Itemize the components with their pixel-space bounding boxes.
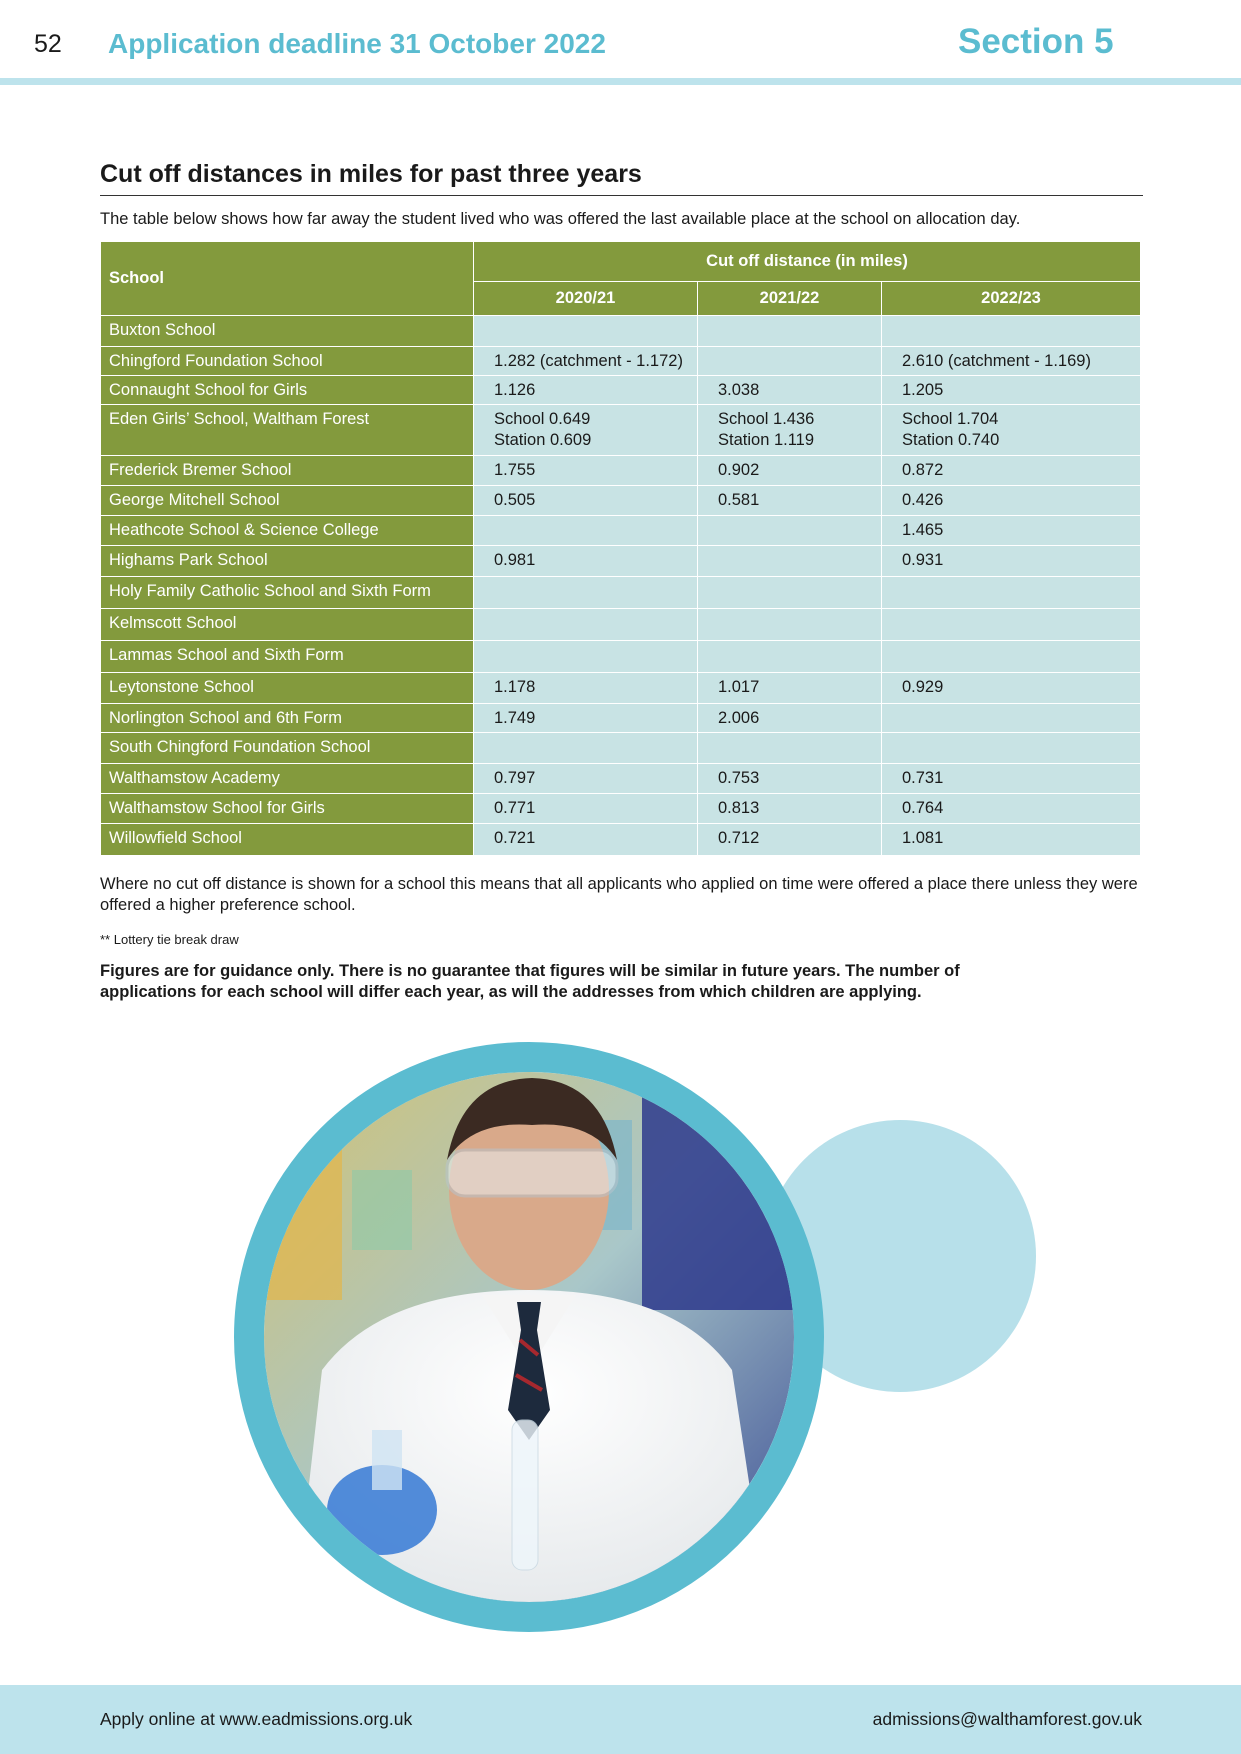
distance-cell: 0.505 xyxy=(474,486,698,516)
distance-cell xyxy=(882,609,1141,641)
intro-text: The table below shows how far away the student lived who was offered the last available place at the school on allocation day. xyxy=(100,210,1021,228)
school-name-cell: Connaught School for Girls xyxy=(101,376,474,405)
distance-cell: 1.178 xyxy=(474,673,698,704)
distance-cell: 2.006 xyxy=(698,704,882,733)
school-name-cell: Highams Park School xyxy=(101,546,474,577)
distance-cell: 0.721 xyxy=(474,824,698,856)
distance-cell: 0.581 xyxy=(698,486,882,516)
distance-cell xyxy=(698,316,882,347)
admissions-email-link[interactable]: admissions@walthamforest.gov.uk xyxy=(872,1709,1142,1729)
student-photo-illustration xyxy=(232,1040,826,1634)
table-row xyxy=(101,486,1141,516)
distance-cell: 0.902 xyxy=(698,456,882,486)
distance-cell xyxy=(698,733,882,764)
distance-cell: 0.931 xyxy=(882,546,1141,577)
distance-cell xyxy=(882,577,1141,609)
year-header: 2021/22 xyxy=(698,282,882,316)
apply-online-link[interactable]: Apply online at www.eadmissions.org.uk xyxy=(100,1709,413,1729)
table-row xyxy=(101,516,1141,546)
guidance-disclaimer: Figures are for guidance only. There is no guarantee that figures will be similar in future years. The number of applications for each school will differ each year, as will the addresses from which children are applying. xyxy=(100,962,960,1001)
table-row xyxy=(101,577,1141,609)
distance-cell: 0.426 xyxy=(882,486,1141,516)
distance-cell xyxy=(698,516,882,546)
distance-cell xyxy=(698,609,882,641)
school-name-cell: Willowfield School xyxy=(101,824,474,856)
distance-cell: 1.282 (catchment - 1.172) xyxy=(474,347,698,376)
table-row xyxy=(101,456,1141,486)
table-row xyxy=(101,609,1141,641)
distance-cell xyxy=(698,641,882,673)
distance-cell xyxy=(882,704,1141,733)
cutoff-group-header: Cut off distance (in miles) xyxy=(474,242,1141,282)
school-column-header: School xyxy=(101,242,474,316)
table-row xyxy=(101,764,1141,794)
distance-cell: 0.771 xyxy=(474,794,698,824)
school-name-cell: Chingford Foundation School xyxy=(101,347,474,376)
distance-cell xyxy=(882,316,1141,347)
school-name-cell: Holy Family Catholic School and Sixth Form xyxy=(101,577,474,609)
lottery-footnote: ** Lottery tie break draw xyxy=(100,932,239,947)
table-row xyxy=(101,704,1141,733)
school-name-cell: Buxton School xyxy=(101,316,474,347)
school-name-cell: Kelmscott School xyxy=(101,609,474,641)
table-row xyxy=(101,641,1141,673)
distance-cell: 1.126 xyxy=(474,376,698,405)
year-header: 2020/21 xyxy=(474,282,698,316)
distance-cell xyxy=(474,577,698,609)
distance-cell xyxy=(698,546,882,577)
table-row xyxy=(101,546,1141,577)
table-row xyxy=(101,824,1141,856)
school-name-cell: South Chingford Foundation School xyxy=(101,733,474,764)
distance-cell: 0.813 xyxy=(698,794,882,824)
table-row xyxy=(101,405,1141,456)
distance-cell: 0.929 xyxy=(882,673,1141,704)
page-footer xyxy=(0,1685,1241,1754)
table-row xyxy=(101,347,1141,376)
header-title: Application deadline 31 October 2022 xyxy=(108,28,606,59)
school-name-cell: Walthamstow School for Girls xyxy=(101,794,474,824)
main-content xyxy=(100,160,1143,1003)
school-name-cell: Frederick Bremer School xyxy=(101,456,474,486)
school-name-cell: Walthamstow Academy xyxy=(101,764,474,794)
distance-cell: 0.764 xyxy=(882,794,1141,824)
distance-cell: 0.753 xyxy=(698,764,882,794)
page-number: 52 xyxy=(34,30,62,58)
table-row xyxy=(101,733,1141,764)
distance-cell xyxy=(882,733,1141,764)
distance-cell: 3.038 xyxy=(698,376,882,405)
header-rule xyxy=(0,78,1241,85)
distance-cell: 1.755 xyxy=(474,456,698,486)
table-row xyxy=(101,673,1141,704)
school-name-cell: Leytonstone School xyxy=(101,673,474,704)
section-heading: Cut off distances in miles for past three years xyxy=(100,160,1143,196)
distance-cell xyxy=(474,641,698,673)
section-label: Section 5 xyxy=(958,22,1114,61)
table-row xyxy=(101,794,1141,824)
distance-cell xyxy=(882,641,1141,673)
distance-cell: 1.081 xyxy=(882,824,1141,856)
distance-cell: 1.465 xyxy=(882,516,1141,546)
distance-cell xyxy=(474,733,698,764)
distance-cell: School 1.436 Station 1.119 xyxy=(698,405,882,456)
distance-cell: School 0.649 Station 0.609 xyxy=(474,405,698,456)
table-row xyxy=(101,376,1141,405)
distance-cell xyxy=(698,347,882,376)
student-photo xyxy=(232,1040,826,1634)
distance-cell: 1.017 xyxy=(698,673,882,704)
distance-cell xyxy=(698,577,882,609)
school-name-cell: Eden Girls’ School, Waltham Forest xyxy=(101,405,474,456)
distance-cell: 0.981 xyxy=(474,546,698,577)
distance-cell xyxy=(474,609,698,641)
distance-cell: 0.872 xyxy=(882,456,1141,486)
distance-cell: School 1.704 Station 0.740 xyxy=(882,405,1141,456)
table-row xyxy=(101,316,1141,347)
school-name-cell: Heathcote School & Science College xyxy=(101,516,474,546)
distance-cell: 1.749 xyxy=(474,704,698,733)
distance-cell: 0.712 xyxy=(698,824,882,856)
school-name-cell: Lammas School and Sixth Form xyxy=(101,641,474,673)
no-cutoff-note: Where no cut off distance is shown for a school this means that all applicants who applied on time were offered a place there unless they were offered a higher preference school. xyxy=(100,875,1138,914)
distance-cell: 2.610 (catchment - 1.169) xyxy=(882,347,1141,376)
distance-cell xyxy=(474,516,698,546)
school-name-cell: George Mitchell School xyxy=(101,486,474,516)
distance-cell: 0.797 xyxy=(474,764,698,794)
distance-cell xyxy=(474,316,698,347)
school-name-cell: Norlington School and 6th Form xyxy=(101,704,474,733)
distance-cell: 1.205 xyxy=(882,376,1141,405)
cutoff-table xyxy=(100,241,1141,856)
distance-cell: 0.731 xyxy=(882,764,1141,794)
year-header: 2022/23 xyxy=(882,282,1141,316)
